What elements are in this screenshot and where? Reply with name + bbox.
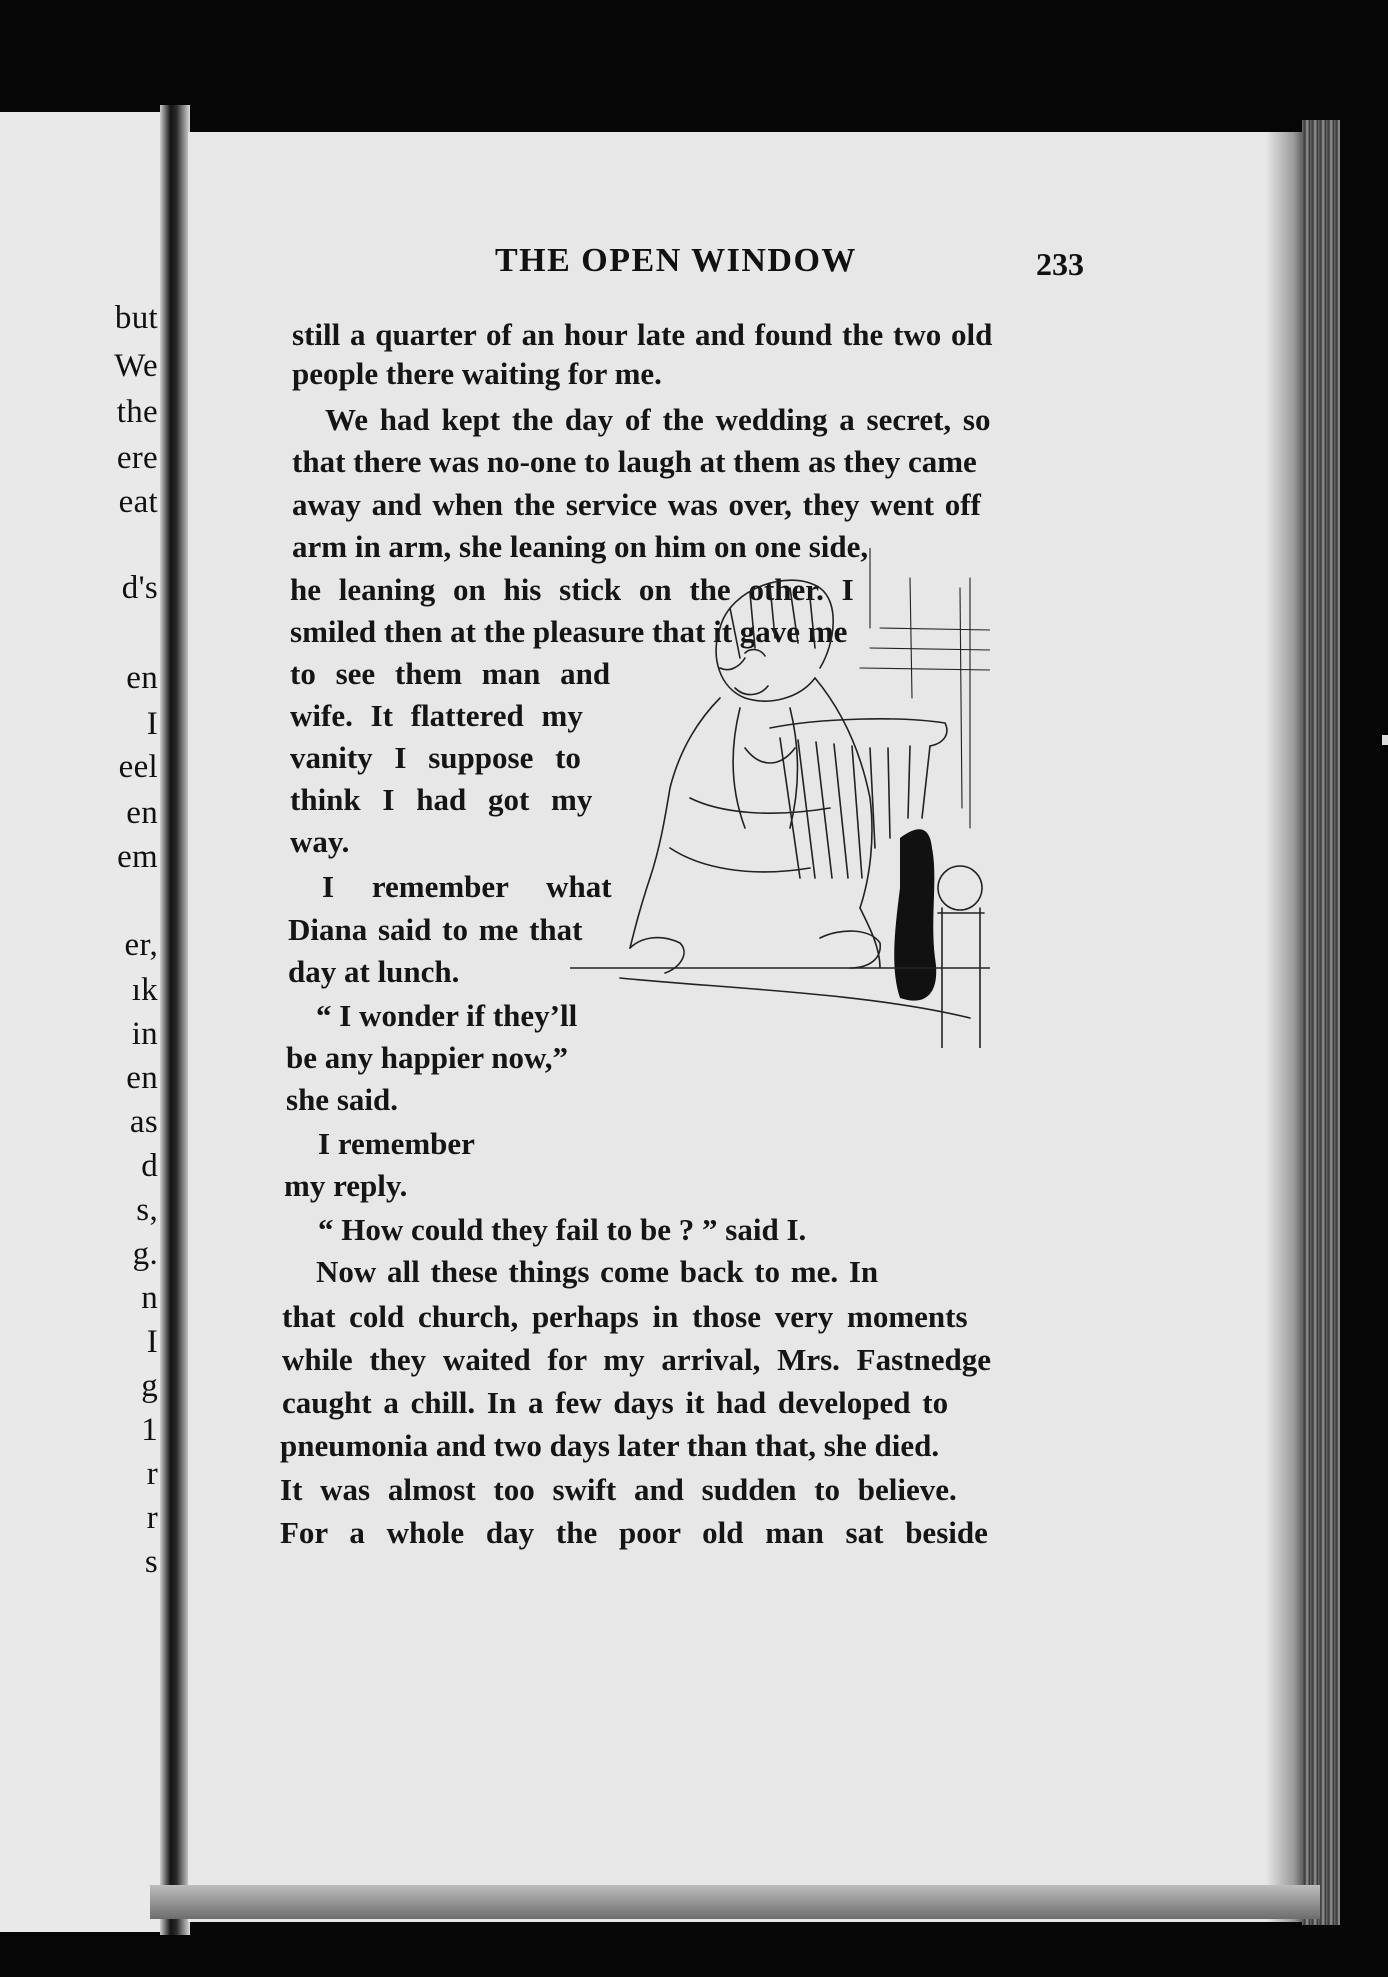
text-line: It was almost too swift and sudden to believe. <box>280 1472 957 1507</box>
text-line: pneumonia and two days later than that, she died. <box>280 1428 940 1463</box>
running-head: THE OPEN WINDOW <box>495 242 857 279</box>
shadow-sketch <box>894 829 936 1000</box>
text-line: “ How could they fail to be ? ” said I. <box>318 1212 807 1247</box>
book-bottom-edge <box>150 1885 1320 1919</box>
left-page-fragment: I <box>146 1324 158 1360</box>
chair-post-sketch <box>938 866 984 1048</box>
text-line: that there was no-one to laugh at them as they came <box>292 444 977 479</box>
text-line: way. <box>290 824 350 859</box>
left-page-fragment: en <box>126 1060 158 1096</box>
text-line: vanity I suppose to <box>290 740 581 775</box>
text-line: people there waiting for me. <box>292 356 662 391</box>
text-line: Now all these things come back to me. In <box>316 1254 879 1289</box>
book-gutter <box>160 105 190 1935</box>
left-page-fragment: eat <box>118 484 158 520</box>
left-page-fragment: en <box>126 795 158 831</box>
text-line: “ I wonder if they’ll <box>316 998 578 1033</box>
text-line: while they waited for my arrival, Mrs. Fastnedge <box>282 1342 992 1377</box>
left-page-fragment: 1 <box>141 1412 158 1448</box>
left-page-fragment: but <box>114 300 158 336</box>
text-line: think I had got my <box>290 782 593 817</box>
left-page-fragment: g. <box>132 1236 158 1272</box>
left-page-fragment: r <box>146 1500 158 1536</box>
left-page-fragment: the <box>116 394 158 430</box>
left-page-fragment: I <box>146 706 158 742</box>
text-line: smiled then at the pleasure that it gave me <box>290 614 848 649</box>
text-line: be any happier now,” <box>286 1040 568 1075</box>
text-line: still a quarter of an hour late and found the two old <box>292 317 993 352</box>
text-line: away and when the service was over, they went off <box>292 487 981 522</box>
chair-sketch <box>770 719 990 1048</box>
text-line: caught a chill. In a few days it had developed to <box>282 1385 949 1420</box>
left-page-fragment: r <box>146 1456 158 1492</box>
head-sketch <box>716 580 833 701</box>
page-header <box>188 242 1306 302</box>
left-page-fragment: as <box>129 1104 158 1140</box>
text-line: We had kept the day of the wedding a secret, so <box>325 402 991 437</box>
text-line: I remember what <box>322 869 612 904</box>
text-line: he leaning on his stick on the other. I <box>290 572 854 607</box>
left-page-fragment: g <box>141 1368 158 1404</box>
left-page-fragment: eel <box>118 749 158 785</box>
left-page-fragment: er, <box>124 927 158 963</box>
page-number: 233 <box>1036 246 1084 282</box>
page-edges <box>1302 120 1340 1925</box>
left-page-fragment: ere <box>116 440 158 476</box>
left-page-fragment: n <box>141 1280 158 1316</box>
scan-speck <box>1382 735 1388 745</box>
text-line: I remember <box>318 1126 475 1161</box>
text-line: she said. <box>286 1082 398 1117</box>
left-page-fragment: s <box>144 1544 158 1580</box>
old-man-illustration <box>570 548 990 1048</box>
text-line: day at lunch. <box>288 954 460 989</box>
text-line: my reply. <box>284 1168 408 1203</box>
left-page-fragment: ık <box>131 972 158 1008</box>
left-page-fragment: d <box>141 1148 158 1184</box>
text-line: Diana said to me that <box>288 912 583 947</box>
left-page-fragment: We <box>114 348 158 384</box>
left-page-fragment: d's <box>121 570 158 606</box>
text-line: to see them man and <box>290 656 611 691</box>
text-line: arm in arm, she leaning on him on one side, <box>292 529 869 564</box>
left-page <box>0 112 168 1932</box>
left-page-fragment: s, <box>136 1192 158 1228</box>
text-line: that cold church, perhaps in those very moments <box>282 1299 968 1334</box>
left-page-fragment: in <box>131 1016 158 1052</box>
left-page-fragment: em <box>117 839 158 875</box>
left-page-fragment: en <box>126 660 158 696</box>
text-line: wife. It flattered my <box>290 698 583 733</box>
text-line: For a whole day the poor old man sat beside <box>280 1515 988 1550</box>
